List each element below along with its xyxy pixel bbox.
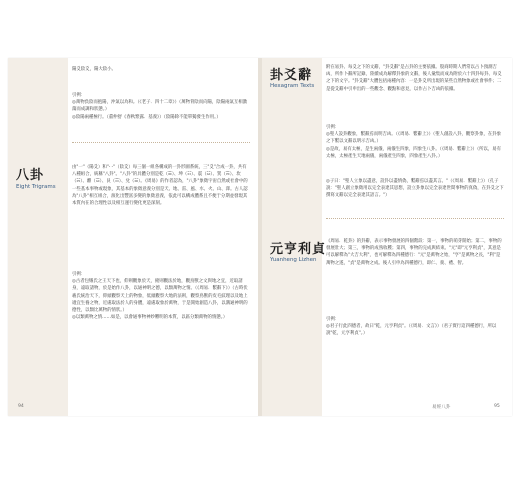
right-page	[262, 58, 512, 416]
section-divider	[326, 218, 504, 219]
right-page-number: 95	[494, 404, 500, 409]
right-paragraph-2: 引例： ◎聖人設卦觀象，繫辭焉而明吉凶。（《周易．繫辭上》）（聖人創設八卦，觀察卦象，在卦象之下繫以文辭以明示吉凶。） ◎是故，易有太極，是生兩儀，兩儀生四象，四象生八卦。（《周易．繫辭上》）（所以，易有太極，太極產生天地兩儀，兩儀產生四象，四象產生八卦。）	[326, 125, 502, 159]
heading-hexagram-texts-en: Hexagram Texts	[270, 83, 315, 89]
right-margin-band	[262, 58, 322, 416]
heading-yuanheng-cn: 元亨利貞	[270, 242, 327, 257]
heading-hexagram-texts-cn: 卦爻辭	[270, 68, 313, 83]
left-paragraph-1: 陽爻陰爻，陽大陰小。	[72, 67, 116, 72]
left-page-number: 94	[18, 404, 24, 409]
left-margin-band	[8, 58, 68, 416]
right-paragraph-5: 引例： ◎君子行此四德者，故曰"乾，元亨利貞"。（《周易．文言》）（君子實行這四種德行，所以說"乾，元亨利貞"。）	[326, 317, 497, 337]
right-running-footer: 易經八卦	[432, 405, 451, 410]
left-paragraph-2: 引例： ◎萬物負陰而抱陽，沖氣以為和。（《老子．四十二章》）（萬物背陰而向陽，陰陽兩氣互相激蕩而成調和狀態。） ◎陰陽兩種極行。（董仲舒《春秋繁露．基義》）（陰陽除不能單獨發生作用。）	[72, 93, 248, 120]
section-divider	[72, 142, 250, 143]
left-paragraph-3: 由"一"（陽爻）和"- -"（陰爻）每三個一組各構成的一卦形圖系統，三"爻"合成一卦，共有八種組合，統稱"八卦"。"八卦"的具體分別是乾（☰）、坤（☷）、震（☳）、巽（☴）、坎（☵）、離（☲）、艮（☶）、兌（☱）。《周易》的作者認為，"八卦"象徵宇宙自然或社會中的一些基本事物或現象，其基本的象徵意義分別是天、地、雷、風、水、火、山、澤。古人認為"八卦"相互組合，演化出豐富多變的象徵意義，依此可以構成體系且不便于分期並發現其本質內在的合理性以及相互運行變化更是深刻。	[72, 165, 248, 207]
heading-yuanheng-en: Yuanheng Lizhen	[270, 257, 317, 263]
heading-eight-trigrams-cn: 八卦	[16, 168, 45, 183]
right-paragraph-3: ◎子曰："聖人立象以盡意，設卦以盡情偽，繫辭焉以盡其言。"（《周易．繫辭上》）（孔子說："聖人創立象徵用以完全表達其思想，設立卦象以完全表達世間事物的真偽，在卦爻之下撰寫文辭以完全表達其語言。"）	[326, 179, 504, 199]
left-paragraph-4: 引例： ◎古者包犧氏之王天下也，仰則觀象於天，俯則觀法於地，觀鳥獸之文與地之宜，近取諸身，遠取諸物，於是始作八卦，以通神明之德，以類萬物之情。（《周易．繫辭下》）（古時伏羲氏統治天下，仰頭觀察天上的物象，低頭觀察大地的法則，觀察鳥獸的皮毛紋理以及地上適宜生養之物，近處取法於人的身體，遠處取象於萬物，于是開始創造八卦，以溝通神明的德性，以類比萬物的情狀。） ◎以類萬物之情……如是，以會通事物神妙難明的本質，以區分類萬物的情態。）	[72, 272, 248, 321]
right-paragraph-1: 附在易卦、每爻之下的文辭，"卦爻辭"是占卦的主要依據。殷商時期人們常以占卜預測吉凶，所作卜辭所記錄，陸續成為解釋卦象的文辭，後人彙集而成為附於六十四卦每卦、每爻之下的文字。"卦爻辭"大體包括兩種內容：一是卦爻所出現的某些自然物象或社會事件；二是從爻辭中引申出的一些觀念、觀點和意見，以作占卜吉凶的依據。	[326, 65, 502, 92]
left-page	[8, 58, 258, 416]
right-paragraph-4: 《周易．乾卦》的卦辭，表示事物發展的四個階段：第一，事物的萌芽開始；第二，事物的發展壯大；第三，事物的成熟收穫；第四，事物的完成與結束。"元"即"元亨利貞"，其意是可以解釋為"大吉大利"，也可解釋為四種德行："元"是萬物之始，"亨"是萬物之長，"利"是萬物之遂，"貞"是萬物之成。後人引申為四種德行，即仁、義、禮、智。	[326, 239, 502, 266]
heading-eight-trigrams-en: Eight Trigrams	[16, 184, 56, 190]
book-spread	[8, 58, 512, 416]
